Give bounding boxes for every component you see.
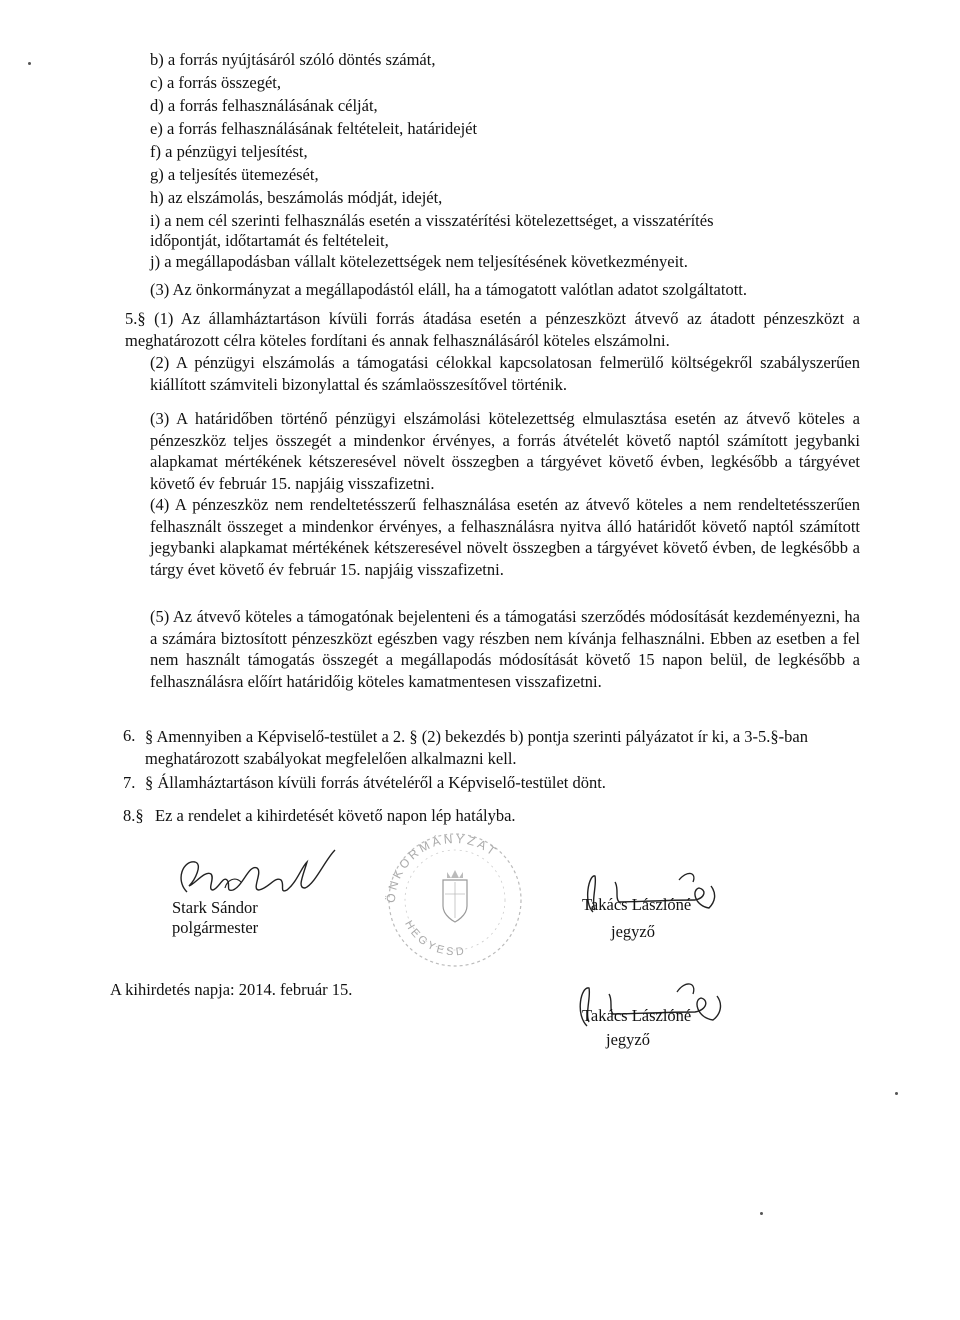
- list-item-h: h) az elszámolás, beszámolás módját, idejét,: [150, 188, 443, 207]
- notary-title: jegyző: [611, 922, 655, 941]
- official-seal-stamp: [375, 828, 535, 968]
- section-7-number: 7.: [123, 773, 136, 792]
- section-6-number: 6.: [123, 726, 136, 745]
- scan-speck: [760, 1212, 763, 1215]
- paragraph-5-5: (5) Az átvevő köteles a támogatónak bejelenteni és a támogatási szerződés módosítását kezdeményezni, ha a számára biztosított pénzeszközt egészben vagy részben nem kívánja felhasználni. Ebben az esetben a fel nem használt támogatás összegét a megállapodás módosítását követő 15 napon belül, de legkésőbb a felhasználásra előírt határidőig köteles kamatmentesen visszafizetni.: [150, 607, 860, 691]
- svg-text:HEGYESD: [402, 919, 467, 959]
- list-item-i-cont: időpontját, időtartamát és feltételeit,: [150, 231, 389, 250]
- mayor-name: Stark Sándor: [172, 898, 258, 917]
- mayor-title: polgármester: [172, 918, 259, 937]
- promulgation-date: A kihirdetés napja: 2014. február 15.: [110, 980, 353, 999]
- section-6-text: § Amennyiben a Képviselő-testület a 2. § (2) bekezdés b) pontja szerinti pályázatot ír ki, a 3-5.§-ban meghatározott szabályokat megfelelően alkalmazni kell.: [145, 727, 808, 768]
- list-item-b: b) a forrás nyújtásáról szóló döntés számát,: [150, 50, 436, 69]
- paragraph-5-3: (3) A határidőben történő pénzügyi elszámolási kötelezettség elmulasztása esetén az átvevő köteles a pénzeszköz teljes összegét a mindenkor érvényes, a forrás átvételét követő naptól számított jegybanki alapkamat mértékének kétszeresével növelt összegben a tárgyévet követő évben, legkésőbb a tárgyévet követő év február 15. napjáig visszafizetni.: [150, 409, 860, 493]
- scan-speck: [895, 1092, 898, 1095]
- paragraph-5-1: 5.§ (1) Az államháztartáson kívüli forrás átadása esetén a pénzeszközt átvevő az átadott pénzeszközt a meghatározott célra köteles fordítani és annak felhasználásáról köteles elszámolni.: [125, 309, 860, 350]
- scan-speck: [28, 62, 31, 65]
- section-8-text: Ez a rendelet a kihirdetését követő napon lép hatályba.: [155, 806, 516, 825]
- list-item-i: i) a nem cél szerinti felhasználás esetén a visszatérítési kötelezettséget, a visszatérítés: [150, 211, 714, 230]
- notary-name-2: Takács Lászlóné: [582, 1006, 692, 1025]
- stamp-top-text: ÖNKORMÁNYZAT: [383, 831, 501, 904]
- list-item-d: d) a forrás felhasználásának célját,: [150, 96, 378, 115]
- paragraph-4-3: (3) Az önkormányzat a megállapodástól eláll, ha a támogatott valótlan adatot szolgáltatott.: [150, 280, 748, 299]
- section-8-number: 8.§: [123, 806, 144, 825]
- list-item-e: e) a forrás felhasználásának feltételeit, határidejét: [150, 119, 478, 138]
- notary-name: Takács Lászlóné: [582, 895, 692, 914]
- list-item-c: c) a forrás összegét,: [150, 73, 282, 92]
- paragraph-5-4: (4) A pénzeszköz nem rendeltetésszerű felhasználása esetén az átvevő köteles a nem rendeltetésszerűen felhasznált összeget a mindenkor érvényes, a felhasználásra nyitva álló határidőt követő naptól számított jegybanki alapkamat mértékének kétszeresével növelt összegben a tárgyévet követő évben, de legkésőbb a tárgy évet követő év február 15. napjáig visszafizetni.: [150, 495, 860, 579]
- svg-text:ÖNKORMÁNYZAT: [384, 832, 501, 904]
- list-item-g: g) a teljesítés ütemezését,: [150, 165, 319, 184]
- paragraph-5-2: (2) A pénzügyi elszámolás a támogatási célokkal kapcsolatosan felmerülő költségekről szabályszerűen kiállított számviteli bizonylattal és számlaösszesítővel történik.: [150, 353, 860, 394]
- stamp-bottom-text: HEGYESD: [402, 918, 468, 959]
- section-7-text: § Államháztartáson kívüli forrás átvételéről a Képviselő-testület dönt.: [145, 773, 606, 792]
- list-item-j: j) a megállapodásban vállalt kötelezettségek nem teljesítésének következményeit.: [150, 252, 688, 271]
- notary-title-2: jegyző: [606, 1030, 650, 1049]
- list-item-f: f) a pénzügyi teljesítést,: [150, 142, 308, 161]
